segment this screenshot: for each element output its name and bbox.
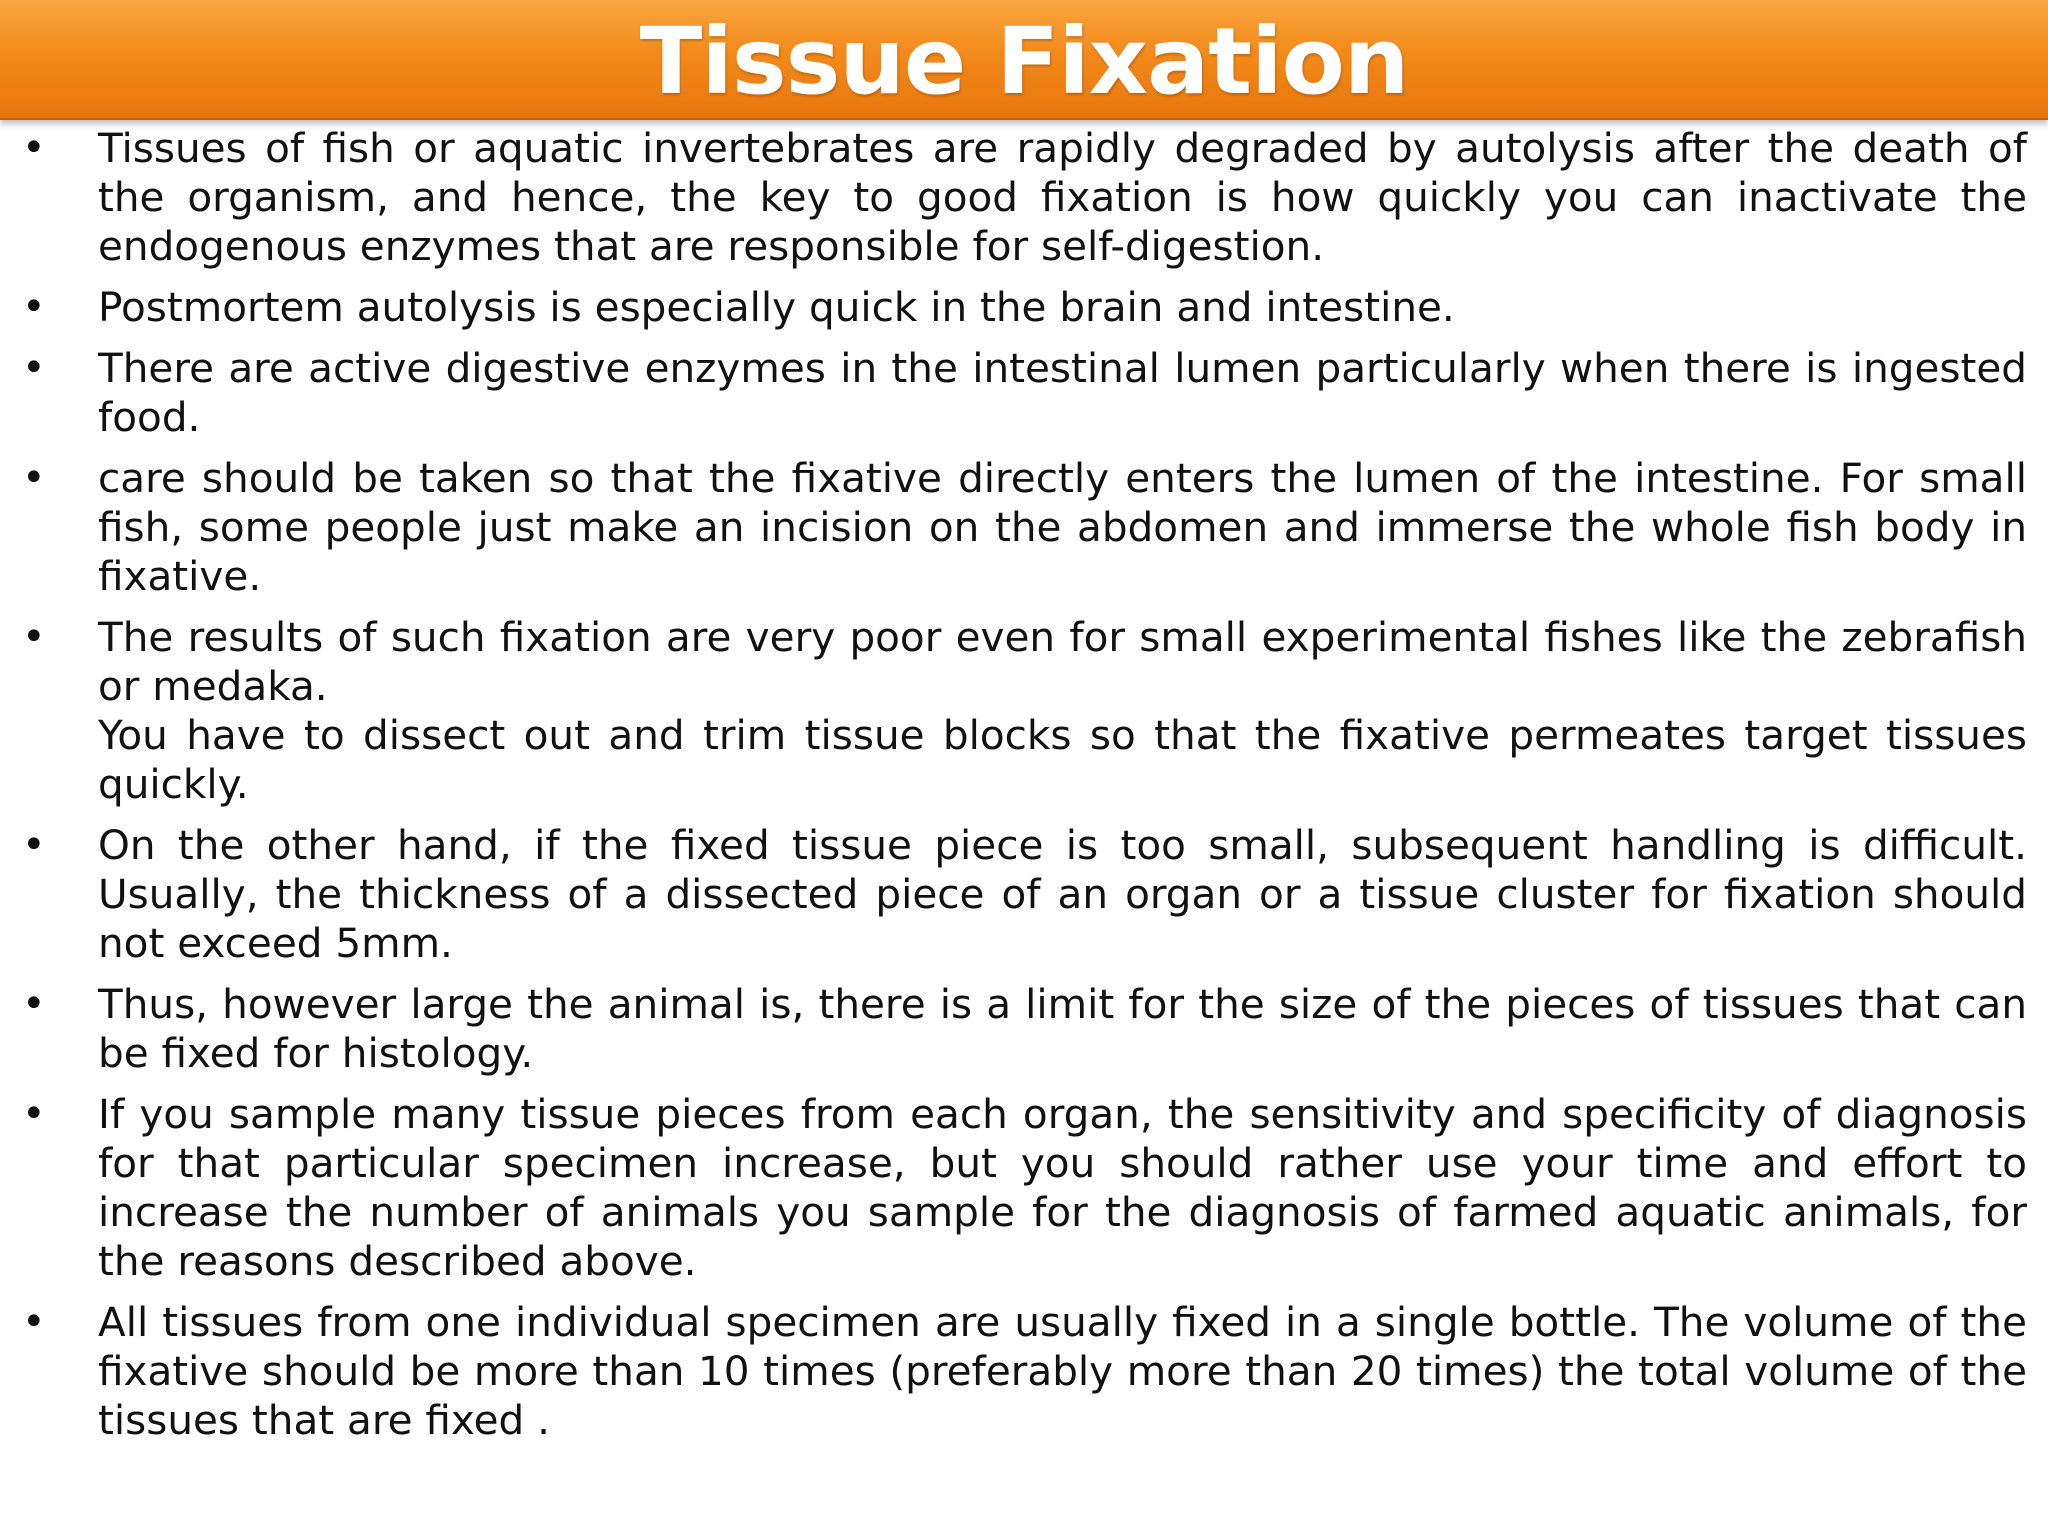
bullet-icon: • [22,614,46,660]
bullet-item-3 [0,344,2048,442]
bullet-text: care should be taken so that the fixative directly enters the lumen of the intestine. For small fish, some people just make an incision on the abdomen and immerse the whole fish body in fixative. [98,454,2027,600]
bullet-text: On the other hand, if the fixed tissue piece is too small, subsequent handling is difficult. Usually, the thickness of a dissected piece of an organ or a tissue cluster for fixation should not exceed 5mm. [98,821,2027,967]
bullet-item-8 [0,1090,2048,1286]
bullet-item-4 [0,454,2048,601]
bullet-icon: • [22,1299,46,1345]
bullet-icon: • [22,345,46,391]
bullet-text: All tissues from one individual specimen are usually fixed in a single bottle. The volume of the fixative should be more than 10 times (preferably more than 20 times) the total volume of the tissues that are fixed . [98,1298,2027,1444]
bullet-text: If you sample many tissue pieces from each organ, the sensitivity and specificity of diagnosis for that particular specimen increase, but you should rather use your time and effort to increase the number of animals you sample for the diagnosis of farmed aquatic animals, for the reasons described above. [98,1090,2027,1285]
bullet-text: Tissues of fish or aquatic invertebrates are rapidly degraded by autolysis after the death of the organism, and hence, the key to good fixation is how quickly you can inactivate the endogenous enzymes that are responsible for self-digestion. [98,124,2027,270]
bullet-icon: • [22,981,46,1027]
bullet-icon: • [22,1091,46,1137]
bullet-item-2 [0,283,2048,332]
bullet-text: The results of such fixation are very poor even for small experimental fishes like the zebrafish or medaka. You have to dissect out and trim tissue blocks so that the fixative permeates target tissues quickly. [98,613,2027,808]
bullet-icon: • [22,125,46,171]
bullet-item-7 [0,980,2048,1078]
bullet-item-1 [0,124,2048,271]
bullet-text: Postmortem autolysis is especially quick in the brain and intestine. [98,283,1455,331]
bullet-icon: • [22,284,46,330]
bullet-item-5 [0,613,2048,809]
bullet-item-9 [0,1298,2048,1445]
bullet-icon: • [22,822,46,868]
slide-title: Tissue Fixation [639,8,1409,115]
title-banner [0,0,2048,120]
bullet-text: There are active digestive enzymes in the intestinal lumen particularly when there is ingested food. [98,344,2027,441]
bullet-item-6 [0,821,2048,968]
slide-body [0,124,2048,1457]
bullet-icon: • [22,455,46,501]
bullet-text: Thus, however large the animal is, there is a limit for the size of the pieces of tissues that can be fixed for histology. [98,980,2027,1077]
bullet-list [0,124,2048,1445]
